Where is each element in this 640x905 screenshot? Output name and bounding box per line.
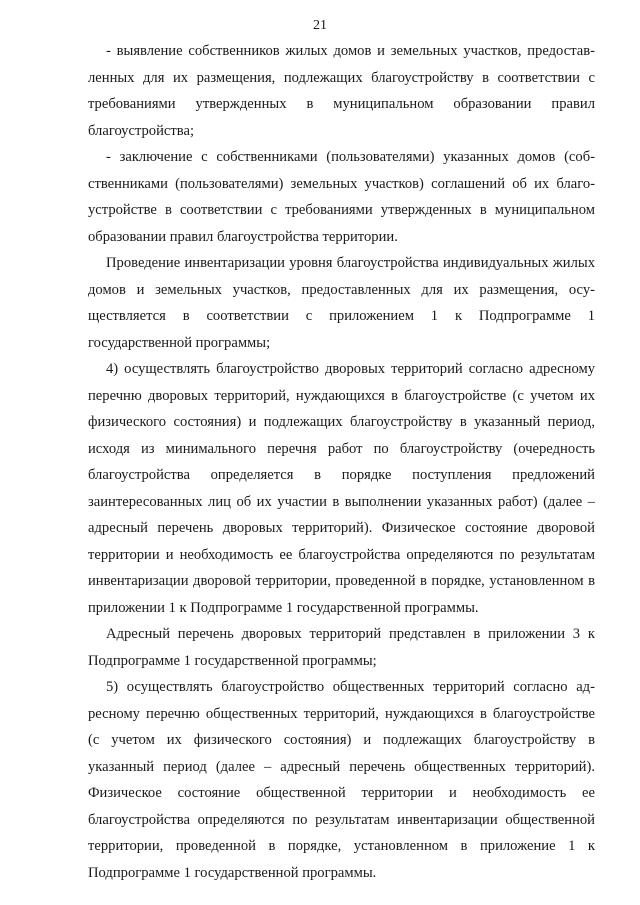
paragraph-address-list: Адресный перечень дворовых территорий представлен в приложении 3 к Подпрограмме 1 государственной программы; xyxy=(88,626,595,669)
document-body xyxy=(88,38,595,886)
page-number: 21 xyxy=(313,18,327,33)
paragraph-inventory: Проведение инвентаризации уровня благоустройства индивидуальных жилых домов и земельных участков, предоставленных для их размещения, осуществляется в соответствии с приложением 1 к Подпрограмме 1 государственной программы; xyxy=(88,255,595,351)
paragraph-item-4-yard-territories: 4) осуществлять благоустройство дворовых территорий согласно адресному перечню дворовых территорий, нуждающихся в благоустройстве (с учетом их физического состояния) и подлежащих благоустройству в указанный период, исходя из минимального перечня работ по благоустройству (очередность благоустройства определяется в порядке поступления предложений заинтересованных лиц об их участии в выполнении указанных работ) (далее – адресный перечень дворовых территорий). Физическое состояние дворовой территории и необходимость ее благоустройства определяются по результатам инвентаризации дворовой территории, проведенной в порядке, установленном в приложении 1 к Подпрограмме 1 государственной программы. xyxy=(88,361,595,616)
paragraph-item-5-public-territories: 5) осуществлять благоустройство общественных территорий согласно адресному перечню общественных территорий, нуждающихся в благоустройстве (с учетом их физического состояния) и подлежащих благоустройству в указанный период (далее – адресный перечень общественных территорий). Физическое состояние общественной территории и необходимость ее благоустройства определяются по результатам инвентаризации общественной территории, проведенной в порядке, установленном в приложение 1 к Подпрограмме 1 государственной программы. xyxy=(88,679,595,881)
paragraph-owners-identification: - выявление собственников жилых домов и земельных участков, предоставленных для их размещения, подлежащих благоустройству в соответствии с требованиями утвержденных в муниципальном образовании правил благоустройства; xyxy=(88,43,595,139)
paragraph-agreements: - заключение с собственниками (пользователями) указанных домов (собственниками (пользователями) земельных участков) соглашений об их благоустройстве в соответствии с требованиями утвержденных в муниципальном образовании правил благоустройства территории. xyxy=(88,149,595,245)
